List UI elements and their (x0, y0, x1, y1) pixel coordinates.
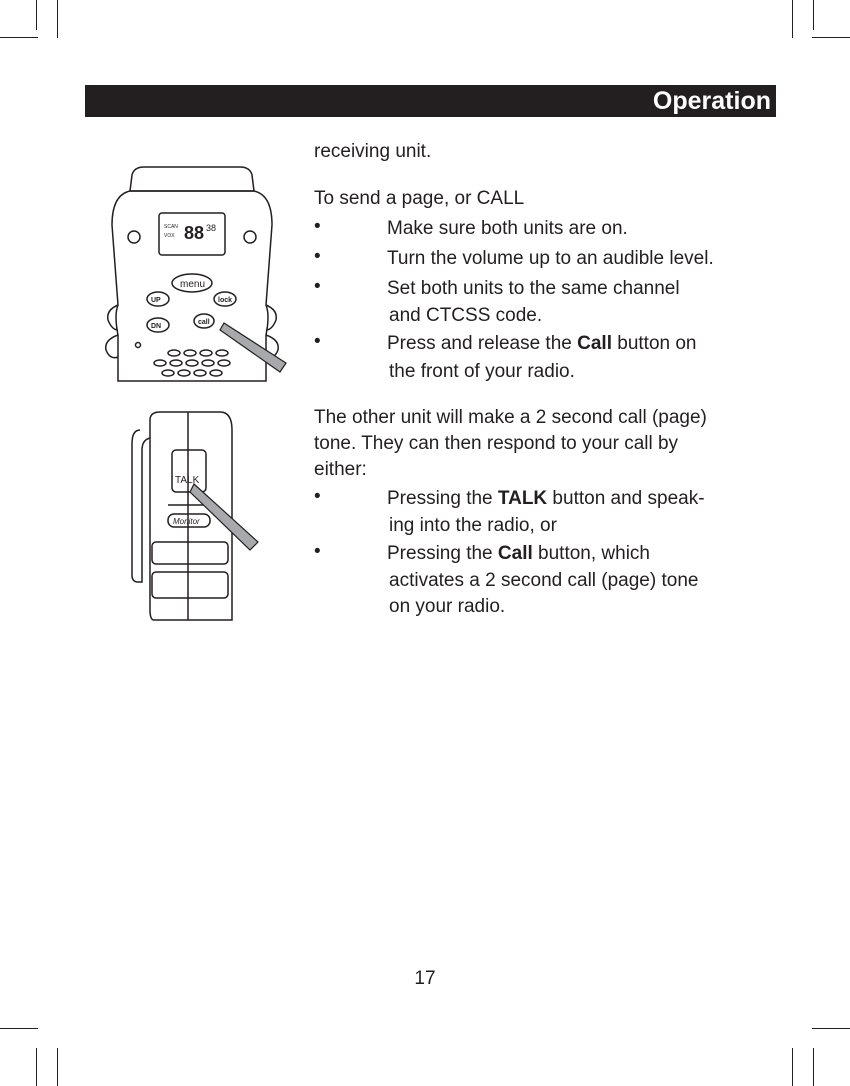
text-span: button on (611, 333, 697, 354)
lcd-scan: SCAN (164, 224, 178, 230)
text-span: Press and release the (387, 333, 578, 354)
lcd-digits: 88 (184, 223, 205, 243)
crop-mark (812, 37, 850, 38)
respond-line-2: tone. They can then respond to your call by (314, 433, 679, 454)
send-bullet-4-line-2: the front of your radio. (389, 361, 575, 382)
send-bullet-3-line-1: Set both units to the same channel (387, 278, 680, 299)
section-header-bar (85, 85, 776, 117)
crop-mark (36, 0, 37, 30)
bullet-glyph: • (314, 331, 321, 352)
menu-button-label: menu (180, 279, 206, 290)
crop-mark (0, 37, 38, 38)
call-keyword: Call (497, 543, 533, 564)
bullet-glyph: • (314, 216, 321, 237)
call-button-label: call (198, 319, 210, 326)
page-number: 17 (414, 968, 436, 989)
respond-bullet-2-line-1 (387, 542, 650, 566)
talk-button-label: TALK (175, 475, 200, 486)
up-button-label: UP (151, 297, 161, 304)
section-title: Operation (652, 87, 771, 115)
crop-mark (57, 0, 58, 38)
send-bullet-1: Make sure both units are on. (387, 218, 628, 239)
respond-bullet-2-line-2: activates a 2 second call (page) tone (389, 570, 699, 591)
lock-button-label: lock (218, 297, 233, 304)
talk-keyword: TALK (497, 488, 548, 509)
bullet-glyph: • (314, 541, 321, 562)
text-span: button, which (532, 543, 651, 564)
dn-button-label: DN (151, 323, 162, 330)
text-span: Pressing the (387, 543, 498, 564)
crop-mark (812, 1028, 850, 1029)
bullet-glyph: • (314, 246, 321, 267)
respond-bullet-1-line-1 (387, 487, 705, 511)
monitor-button-label: Monitor (173, 517, 200, 526)
lcd-code: 38 (206, 223, 217, 233)
text-span: button and speak- (547, 488, 705, 509)
crop-mark (792, 0, 793, 38)
respond-line-3: either: (314, 459, 367, 480)
send-page-heading: To send a page, or CALL (314, 188, 525, 209)
respond-bullet-2-line-3: on your radio. (389, 596, 506, 617)
send-bullet-4-line-1 (387, 332, 697, 356)
respond-bullet-1-line-2: ing into the radio, or (389, 515, 557, 536)
respond-line-1: The other unit will make a 2 second call (page) (314, 407, 707, 428)
text-span: Pressing the (387, 488, 498, 509)
call-keyword: Call (577, 333, 612, 354)
lcd-vox: VOX (164, 233, 175, 239)
send-bullet-2: Turn the volume up to an audible level. (387, 248, 714, 269)
crop-mark (36, 1048, 37, 1086)
bullet-glyph: • (314, 276, 321, 297)
crop-mark (0, 1028, 38, 1029)
bullet-glyph: • (314, 486, 321, 507)
send-bullet-3-line-2: and CTCSS code. (389, 305, 543, 326)
crop-mark (792, 1048, 793, 1086)
crop-mark (57, 1048, 58, 1086)
radio-front-illustration (104, 165, 294, 385)
crop-mark (813, 0, 814, 30)
radio-side-illustration (110, 410, 290, 630)
continuation-text: receiving unit. (314, 141, 432, 162)
crop-mark (813, 1048, 814, 1086)
